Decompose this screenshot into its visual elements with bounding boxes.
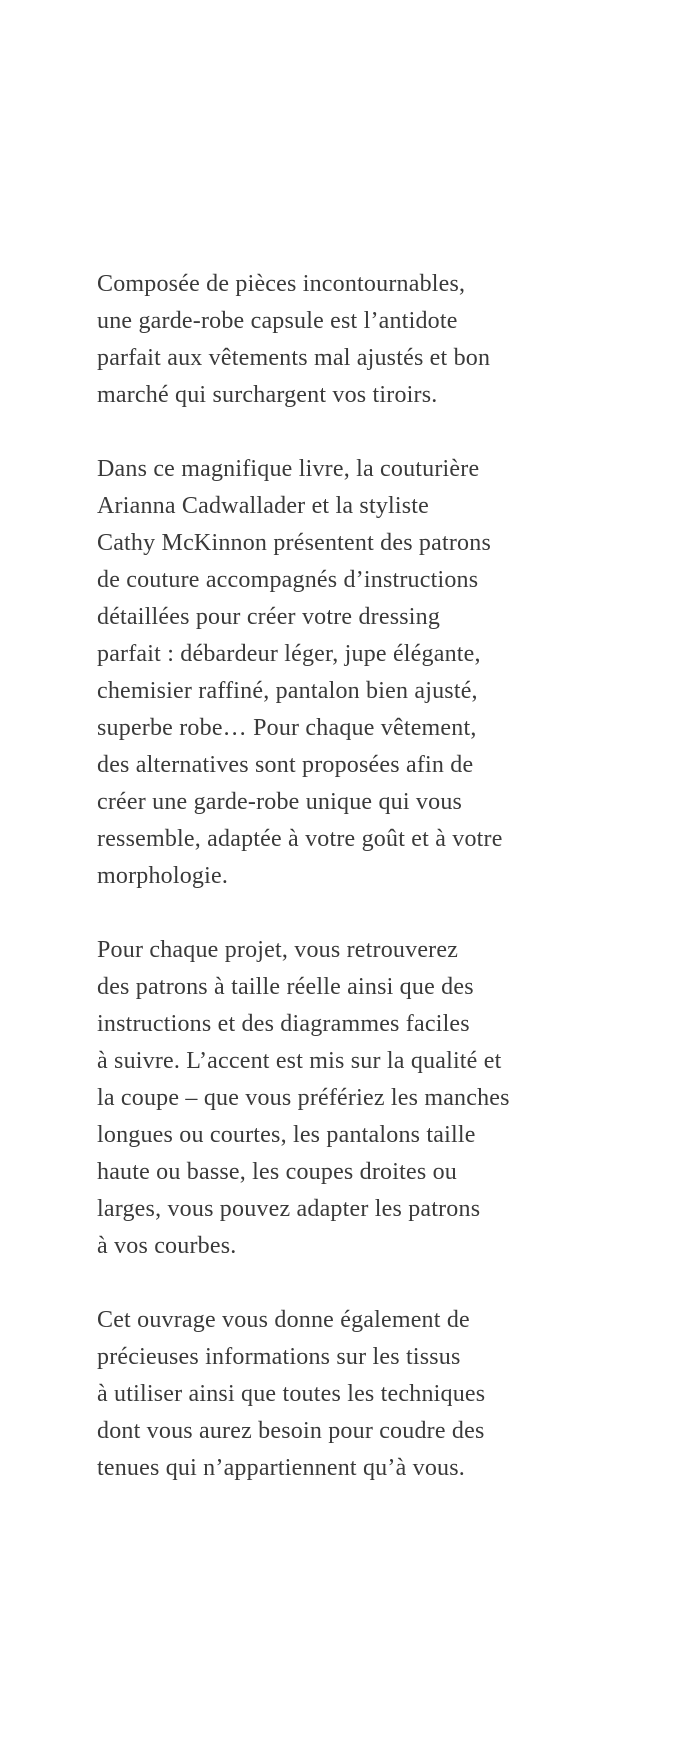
text-line: instructions et des diagrammes faciles — [97, 1011, 470, 1037]
text-line: à suivre. L’accent est mis sur la qualité et — [97, 1048, 502, 1074]
text-line: morphologie. — [97, 863, 229, 889]
text-line: ressemble, adaptée à votre goût et à votre — [97, 826, 503, 852]
text-line: Cet ouvrage vous donne également de — [97, 1307, 470, 1333]
text-line: détaillées pour créer votre dressing — [97, 604, 441, 630]
text-line: des alternatives sont proposées afin de — [97, 752, 474, 778]
text-line: Pour chaque projet, vous retrouverez — [97, 937, 459, 963]
text-line: parfait aux vêtements mal ajustés et bon — [97, 345, 491, 371]
text-line: à utiliser ainsi que toutes les techniques — [97, 1381, 486, 1407]
text-line: précieuses informations sur les tissus — [97, 1344, 461, 1370]
text-line: Dans ce magnifique livre, la couturière — [97, 456, 480, 482]
paragraph-book-description — [97, 451, 637, 895]
text-line: tenues qui n’appartiennent qu’à vous. — [97, 1455, 465, 1481]
paragraph-intro — [97, 266, 637, 414]
text-line: des patrons à taille réelle ainsi que des — [97, 974, 474, 1000]
paragraph-projects — [97, 932, 637, 1265]
text-line: larges, vous pouvez adapter les patrons — [97, 1196, 481, 1222]
text-line: à vos courbes. — [97, 1233, 237, 1259]
body-text — [97, 266, 637, 1524]
text-line: la coupe – que vous préfériez les manches — [97, 1085, 510, 1111]
text-line: superbe robe… Pour chaque vêtement, — [97, 715, 477, 741]
text-line: Arianna Cadwallader et la styliste — [97, 493, 430, 519]
text-line: parfait : débardeur léger, jupe élégante, — [97, 641, 481, 667]
text-line: une garde-robe capsule est l’antidote — [97, 308, 458, 334]
text-line: créer une garde-robe unique qui vous — [97, 789, 463, 815]
text-line: marché qui surchargent vos tiroirs. — [97, 382, 438, 408]
text-line: de couture accompagnés d’instructions — [97, 567, 479, 593]
text-line: chemisier raffiné, pantalon bien ajusté, — [97, 678, 478, 704]
text-line: haute ou basse, les coupes droites ou — [97, 1159, 457, 1185]
text-line: Composée de pièces incontournables, — [97, 271, 466, 297]
text-line: longues ou courtes, les pantalons taille — [97, 1122, 476, 1148]
text-line: Cathy McKinnon présentent des patrons — [97, 530, 491, 556]
paragraph-fabrics — [97, 1302, 637, 1487]
text-line: dont vous aurez besoin pour coudre des — [97, 1418, 485, 1444]
